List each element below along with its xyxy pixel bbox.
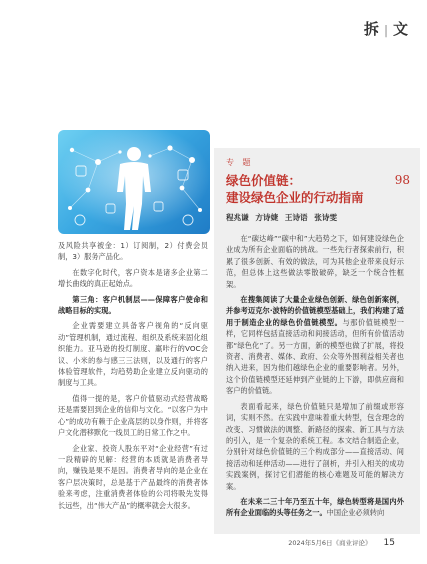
section-title: 拆|文: [363, 19, 413, 38]
human-figure-icon: [58, 130, 210, 234]
article-title-line1: 绿色价值链：: [226, 173, 302, 188]
article-emphasis: 在未来二三十年乃至五十年，绿色转型将是国内外所有企业面临的头等任务之一。: [226, 496, 404, 518]
page-footer: [288, 538, 395, 548]
article-text: 中国企业必须转向: [326, 508, 385, 518]
left-paragraph: 在数字化时代，客户资本是诸多企业第二增长曲线的真正起始点。: [58, 267, 208, 289]
article-text: 与那价值链模型一样，它同样包括直接活动和间接活动，但所有价值活动都“绿色化”了。另一方面，新的模型也做了扩展，将投资者、消费者、媒体、政府、公众等外围利益相关者也纳入进来，因为他们越绿色企业的重要影响者。另外，这个价值链模型还延伸到产业链的上下游，即供应商和客户的价值链。: [226, 317, 404, 396]
issue-info: 2024年5月6日《商业评论》: [288, 539, 372, 547]
left-body-text: [58, 240, 208, 511]
feature-article: [226, 157, 410, 519]
left-paragraph: 及风险共享被金：1）订阅制，2）付费会员制，3）服务产品化。: [58, 241, 208, 262]
left-column: [0, 130, 212, 564]
article-paragraph: [226, 294, 404, 397]
section-tag: [339, 14, 427, 42]
customer-value-illustration: [58, 130, 210, 234]
article-title-line2: 建设绿色企业的行动指南: [226, 190, 364, 205]
article-paragraph: [226, 496, 404, 519]
article-page-ref: 98: [394, 173, 410, 187]
article-title[interactable]: [226, 172, 410, 206]
article-paragraph: 在“碳达峰”“碳中和”大趋势之下，如何建设绿色企业成为所有企业面临的挑战。一些先行者探索前行，积累了很多创新、有效的做法，可为其他企业带来良好示范，但总体上这些做法零散破碎，缺乏一个统合性框架。: [226, 234, 404, 289]
left-subheading: 第三角：客户机制层——保障客户使命和战略目标的实现。: [58, 294, 208, 316]
page-number: 15: [383, 538, 395, 548]
article-body: [226, 233, 404, 519]
article-paragraph: 表面看起来，绿色价值链只是增加了前缀或形容词，实则不然。在实践中意味着重大转型，包含理念的改变、习惯做法的调整、新路径的探索、新工具与方法的引入，是一个复杂的系统工程。本文结合制造企业，分别针对绿色价值链的三个构成部分——直接活动、间接活动和延伸活动——进行了剖析，并引入相关的成功实践案例，探讨它们潜能的核心难题及可能的解决方案。: [226, 401, 404, 491]
left-paragraph: 企业需要建立具备客户视角的“反向驱动”管理机制，通过流程、组织及系统来固化组织能力。亚马逊的投灯制度、羸咔行的VOC会议、小米的参与感三三法则，以及通行的客户体验管理软件，均趋势助企业建立反向驱动的制度与工具。: [58, 321, 208, 388]
left-paragraph: 值得一提的是，客户价值驱动式经营战略还是需要回到企业的信仰与文化。“以客户为中心”的成功有赖于企业高层的以身作则，并将客户文化潜移默化一线员工的日常工作之中。: [58, 393, 208, 438]
left-paragraph: 企业家、投资人股东平对“企业经营”有过一段精辟的见解：经营的本质就是消费者导向，赚钱是果不是因。消费者导向的是企业在客户层决策时，总是基于产品最终的消费者体验来考虑，注重消费者体验的公司将吸先发得长远些，出“伟大产品”的概率就会大很多。: [58, 443, 208, 510]
article-kicker: 专 题: [226, 158, 254, 167]
article-authors: 程兆谦 方诗婕 王诗语 张诗雯: [226, 213, 338, 222]
article-emphasis: 在搜集阅读了大量企业绿色创新、绿色创新案例，并参考迈克尔·波特的价值链模型基础上，我们构建了适用于制造企业的绿色价值链模型。: [226, 295, 404, 327]
